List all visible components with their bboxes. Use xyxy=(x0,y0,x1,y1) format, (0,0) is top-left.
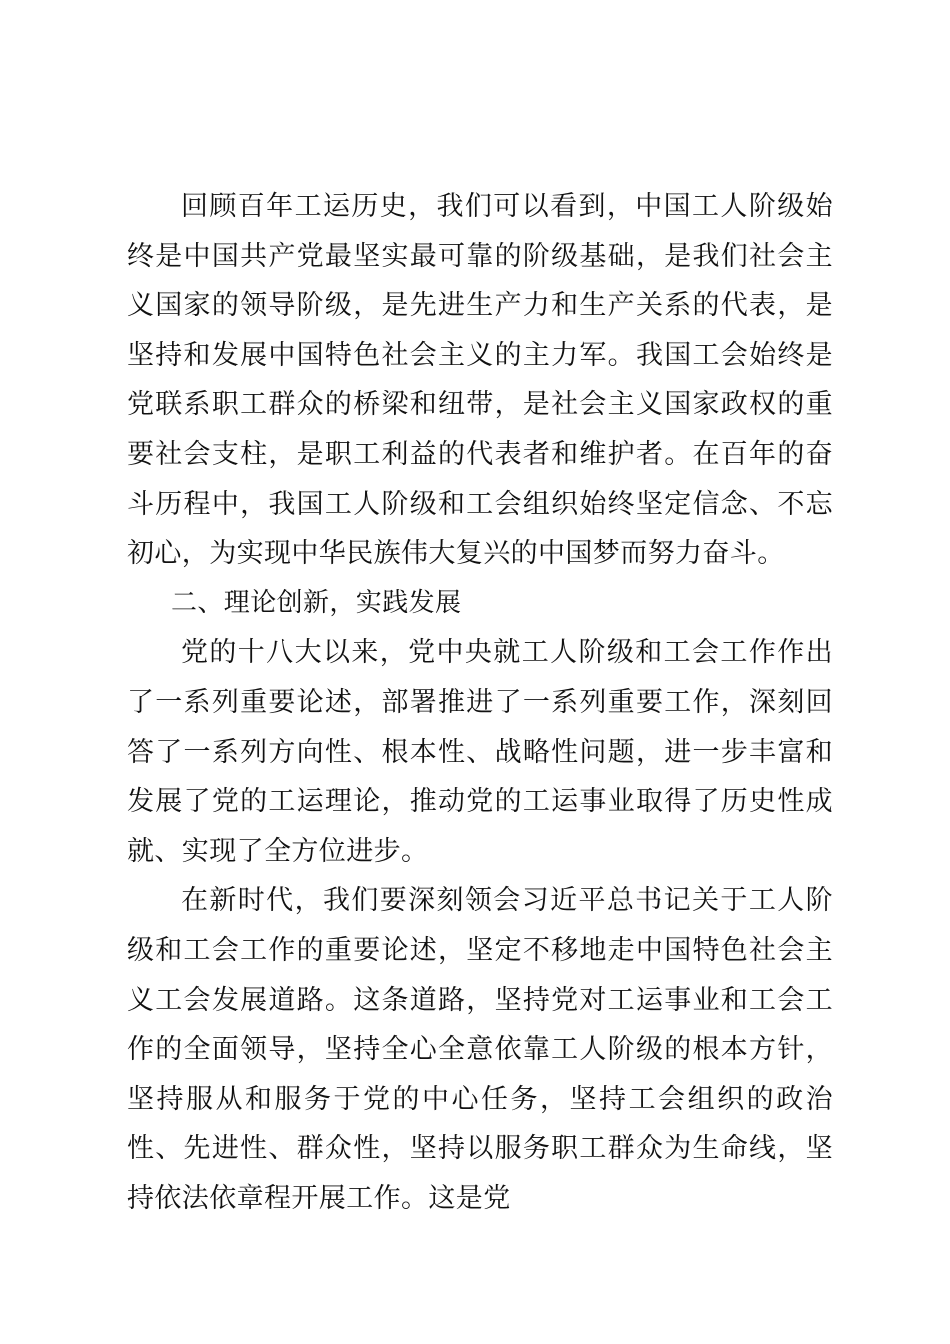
paragraph-review-history: 回顾百年工运历史，我们可以看到，中国工人阶级始终是中国共产党最坚实最可靠的阶级基础，是我们社会主义国家的领导阶级，是先进生产力和生产关系的代表，是坚持和发展中国特色社会主义的主力军。我国工会始终是党联系职工群众的桥梁和纽带，是社会主义国家政权的重要社会支柱，是职工利益的代表者和维护者。在百年的奋斗历程中，我国工人阶级和工会组织始终坚定信念、不忘初心，为实现中华民族伟大复兴的中国梦而努力奋斗。 xyxy=(127,191,833,570)
paragraph-since-18th-congress: 党的十八大以来，党中央就工人阶级和工会工作作出了一系列重要论述，部署推进了一系列重要工作，深刻回答了一系列方向性、根本性、战略性问题，进一步丰富和发展了党的工运理论，推动党的工运事业取得了历史性成就、实现了全方位进步。 xyxy=(127,637,833,867)
document-body xyxy=(127,182,833,1223)
section-heading-theory: 二、理论创新，实践发展 xyxy=(171,587,462,618)
paragraph-new-era: 在新时代，我们要深刻领会习近平总书记关于工人阶级和工会工作的重要论述，坚定不移地走中国特色社会主义工会发展道路。这条道路，坚持党对工运事业和工会工作的全面领导，坚持全心全意依靠工人阶级的根本方针，坚持服从和服务于党的中心任务，坚持工会组织的政治性、先进性、群众性，坚持以服务职工群众为生命线，坚持依法依章程开展工作。这是党 xyxy=(127,885,833,1214)
